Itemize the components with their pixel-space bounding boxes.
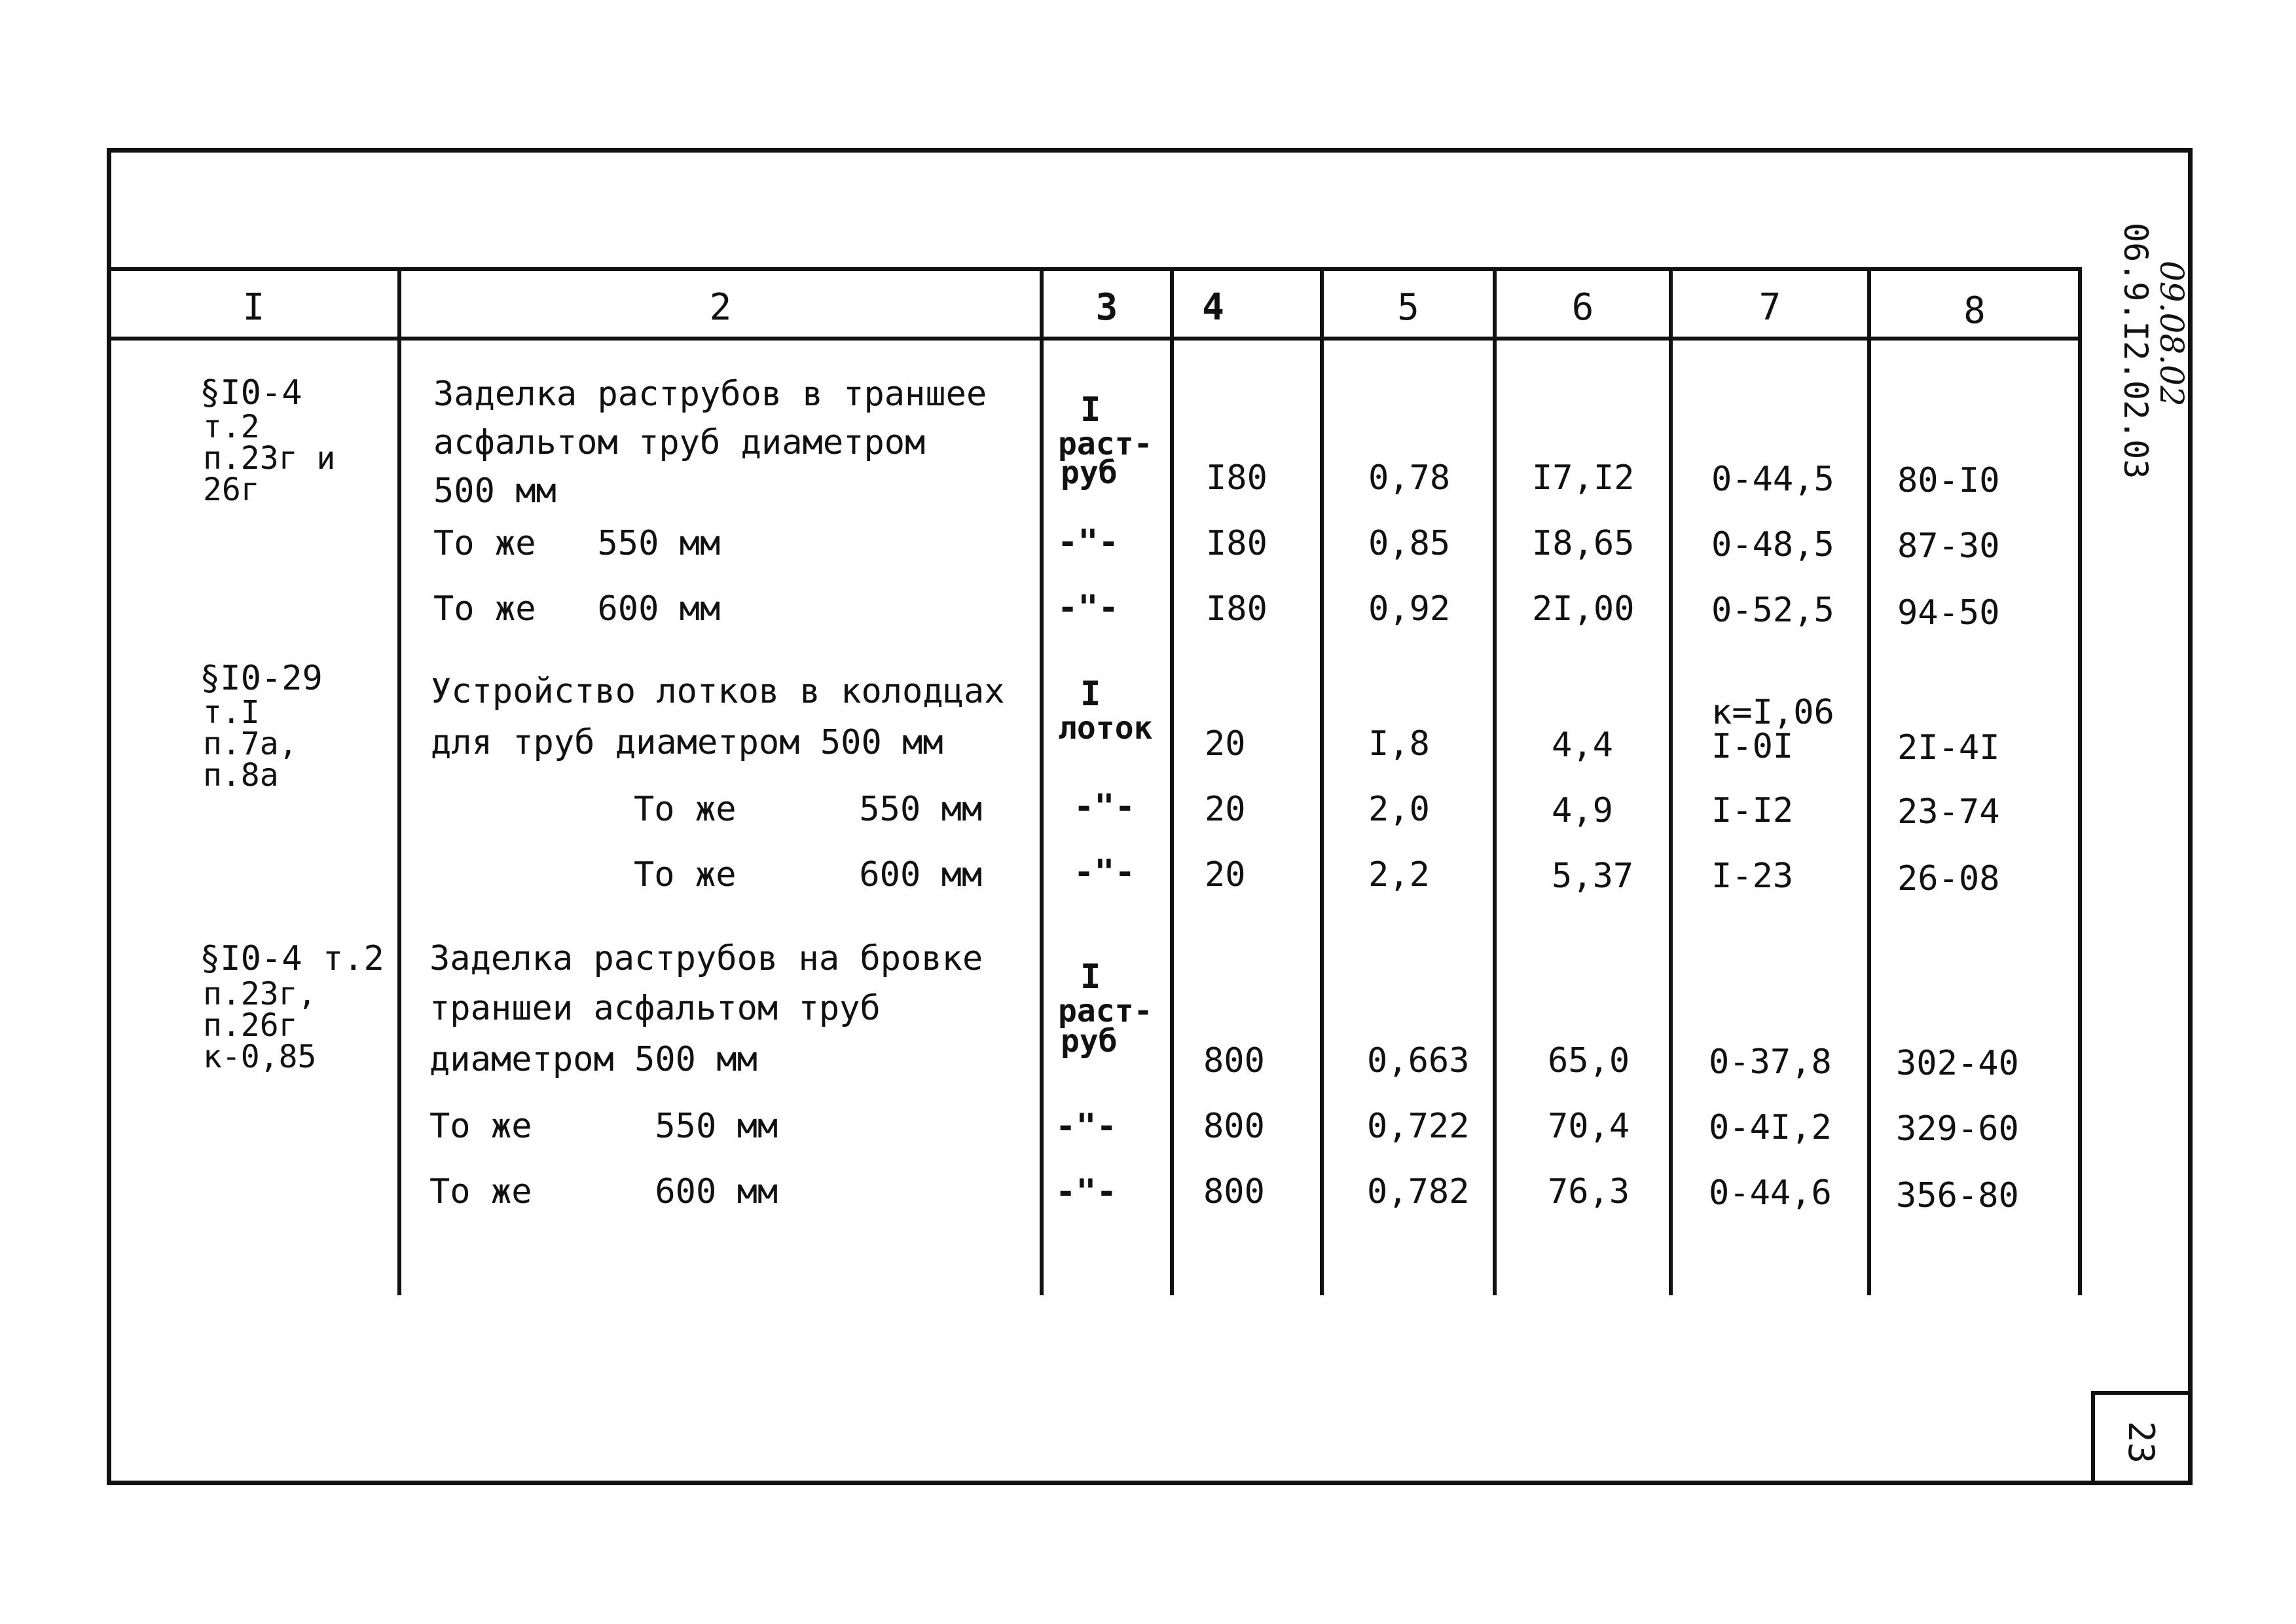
section-2-unit-line-1: I [1080, 674, 1101, 714]
table-top-rule [110, 267, 2082, 271]
section-1-row-1-col-8: 80-I0 [1897, 461, 2000, 500]
section-3-row-3-col-7: 0-44,6 [1709, 1173, 1832, 1213]
section-1-row-2-col-5: 0,85 [1368, 524, 1451, 563]
section-1-unit-line-1: I [1080, 390, 1101, 430]
section-1-ref-line-1: §I0-4 [200, 373, 302, 413]
section-2-desc-line-2: для труб диаметром 500 мм [431, 723, 943, 762]
section-1-row-2-col-4: I80 [1206, 524, 1267, 563]
section-3-ref-line-1: §I0-4 т.2 [200, 939, 384, 978]
section-3-row-2-label: То же 550 мм [429, 1107, 778, 1146]
section-3-row-3-col-5: 0,782 [1367, 1172, 1470, 1211]
side-handwritten-code: 09.08.02 [2153, 261, 2191, 407]
col-rule-7 [1867, 267, 1871, 1295]
section-2-row-2-col-8: 23-74 [1897, 792, 2000, 832]
section-1-unit-line-2: раст- [1058, 426, 1153, 462]
section-1-row-3-col-3: -"- [1057, 588, 1119, 627]
header-col-1: I [242, 286, 265, 329]
section-2-k-note: к=I,06 [1711, 693, 1834, 732]
section-2-row-3-label: То же 600 мм [634, 855, 983, 895]
section-1-row-3-col-5: 0,92 [1368, 589, 1451, 629]
col-rule-3 [1170, 267, 1174, 1295]
section-1-row-1-col-5: 0,78 [1368, 458, 1451, 498]
section-1-row-2-label: То же 550 мм [433, 524, 721, 563]
section-2-row-2-col-5: 2,0 [1368, 790, 1430, 829]
section-2-row-3-col-5: 2,2 [1368, 855, 1430, 895]
section-3-row-2-col-5: 0,722 [1367, 1107, 1470, 1146]
section-3-row-2-col-6: 70,4 [1548, 1107, 1630, 1146]
section-1-desc-line-1: Заделка раструбов в траншее [433, 375, 987, 414]
section-3-desc-line-1: Заделка раструбов на бровке [429, 939, 983, 978]
section-2-row-1-col-5: I,8 [1368, 724, 1430, 764]
section-2-row-1-col-6: 4,4 [1552, 726, 1613, 765]
section-2-ref-line-4: п.8а [203, 757, 279, 794]
section-2-row-3-col-4: 20 [1205, 855, 1246, 895]
section-2-ref-line-3: п.7а, [203, 726, 298, 762]
header-col-2: 2 [709, 286, 732, 329]
section-3-row-3-col-3: -"- [1055, 1172, 1117, 1211]
side-doc-code: 06.9.I2.02.03 [2117, 223, 2155, 479]
section-3-row-2-col-4: 800 [1203, 1107, 1265, 1146]
col-rule-5 [1493, 267, 1497, 1295]
section-1-ref-line-4: 26г [203, 471, 260, 508]
section-3-row-2-col-3: -"- [1055, 1107, 1117, 1146]
section-3-unit-line-1: I [1080, 957, 1101, 997]
col-rule-1 [397, 267, 401, 1295]
section-3-row-3-col-4: 800 [1203, 1172, 1265, 1211]
section-1-ref-line-3: п.23г и [203, 440, 336, 477]
page-number: 23 [2121, 1421, 2162, 1464]
section-1-row-2-col-3: -"- [1057, 523, 1119, 562]
header-col-6: 6 [1571, 286, 1594, 329]
section-2-row-2-col-3: -"- [1074, 787, 1135, 826]
section-2-row-2-col-7: I-I2 [1711, 791, 1794, 830]
section-3-unit-line-2: раст- [1058, 993, 1153, 1029]
section-1-row-3-label: То же 600 мм [433, 589, 721, 629]
section-2-row-1-col-4: 20 [1205, 724, 1246, 764]
section-1-row-3-col-7: 0-52,5 [1711, 591, 1834, 630]
section-2-row-1-col-7: I-0I [1711, 727, 1794, 766]
section-3-ref-line-3: п.26г [203, 1007, 298, 1044]
section-3-row-1-col-4: 800 [1203, 1041, 1265, 1080]
section-2-row-3-col-8: 26-08 [1897, 859, 2000, 898]
section-2-row-3-col-7: I-23 [1711, 857, 1794, 896]
section-3-row-1-col-8: 302-40 [1896, 1044, 2019, 1083]
header-col-3: 3 [1095, 286, 1118, 329]
document-frame [107, 148, 2193, 1485]
section-1-row-1-col-4: I80 [1206, 458, 1267, 498]
section-3-row-2-col-7: 0-4I,2 [1709, 1108, 1832, 1147]
section-2-ref-line-1: §I0-29 [200, 659, 323, 698]
col-rule-2 [1040, 267, 1044, 1295]
section-2-desc-line-1: Устройство лотков в колодцах [431, 672, 1005, 711]
section-1-row-1-col-7: 0-44,5 [1711, 460, 1834, 499]
section-2-row-1-col-8: 2I-4I [1897, 728, 2000, 767]
col-rule-6 [1669, 267, 1673, 1295]
section-1-row-3-col-8: 94-50 [1897, 593, 2000, 633]
section-3-desc-line-2: траншеи асфальтом труб [429, 989, 881, 1028]
section-1-row-3-col-6: 2I,00 [1532, 589, 1635, 629]
section-3-desc-line-3: диаметром 500 мм [429, 1040, 757, 1079]
header-col-4: 4 [1202, 286, 1224, 329]
section-2-unit-line-2: лоток [1058, 710, 1153, 747]
section-3-ref-line-4: к-0,85 [203, 1039, 317, 1075]
section-2-row-2-col-4: 20 [1205, 790, 1246, 829]
section-3-row-1-col-7: 0-37,8 [1709, 1043, 1832, 1082]
section-2-row-2-col-6: 4,9 [1552, 791, 1613, 830]
section-1-ref-line-2: т.2 [203, 409, 260, 445]
header-col-5: 5 [1397, 286, 1419, 329]
section-3-unit-line-3: руб [1061, 1023, 1118, 1060]
section-3-row-3-col-6: 76,3 [1548, 1172, 1630, 1211]
col-rule-8 [2078, 267, 2082, 1295]
section-1-desc-line-3: 500 мм [433, 471, 556, 511]
section-3-row-3-col-8: 356-80 [1896, 1176, 2019, 1215]
section-3-row-1-col-6: 65,0 [1548, 1041, 1630, 1080]
section-3-ref-line-2: п.23г, [203, 976, 317, 1012]
section-1-row-3-col-4: I80 [1206, 589, 1267, 629]
section-2-row-3-col-3: -"- [1074, 853, 1135, 892]
header-col-8: 8 [1963, 289, 1986, 332]
section-3-row-3-label: То же 600 мм [429, 1172, 778, 1211]
section-1-row-1-col-6: I7,I2 [1532, 458, 1635, 498]
section-2-ref-line-2: т.I [203, 694, 260, 731]
header-col-7: 7 [1758, 286, 1781, 329]
section-2-row-3-col-6: 5,37 [1552, 857, 1634, 896]
section-1-row-2-col-7: 0-48,5 [1711, 525, 1834, 564]
col-rule-4 [1320, 267, 1324, 1295]
section-1-desc-line-2: асфальтом труб диаметром [433, 423, 926, 462]
section-1-unit-line-3: руб [1061, 454, 1118, 491]
section-2-row-2-label: То же 550 мм [634, 790, 983, 829]
section-1-row-2-col-8: 87-30 [1897, 526, 2000, 566]
header-bottom-rule [110, 337, 2082, 341]
section-3-row-1-col-5: 0,663 [1367, 1041, 1470, 1080]
section-1-row-2-col-6: I8,65 [1532, 524, 1635, 563]
section-3-row-2-col-8: 329-60 [1896, 1109, 2019, 1149]
